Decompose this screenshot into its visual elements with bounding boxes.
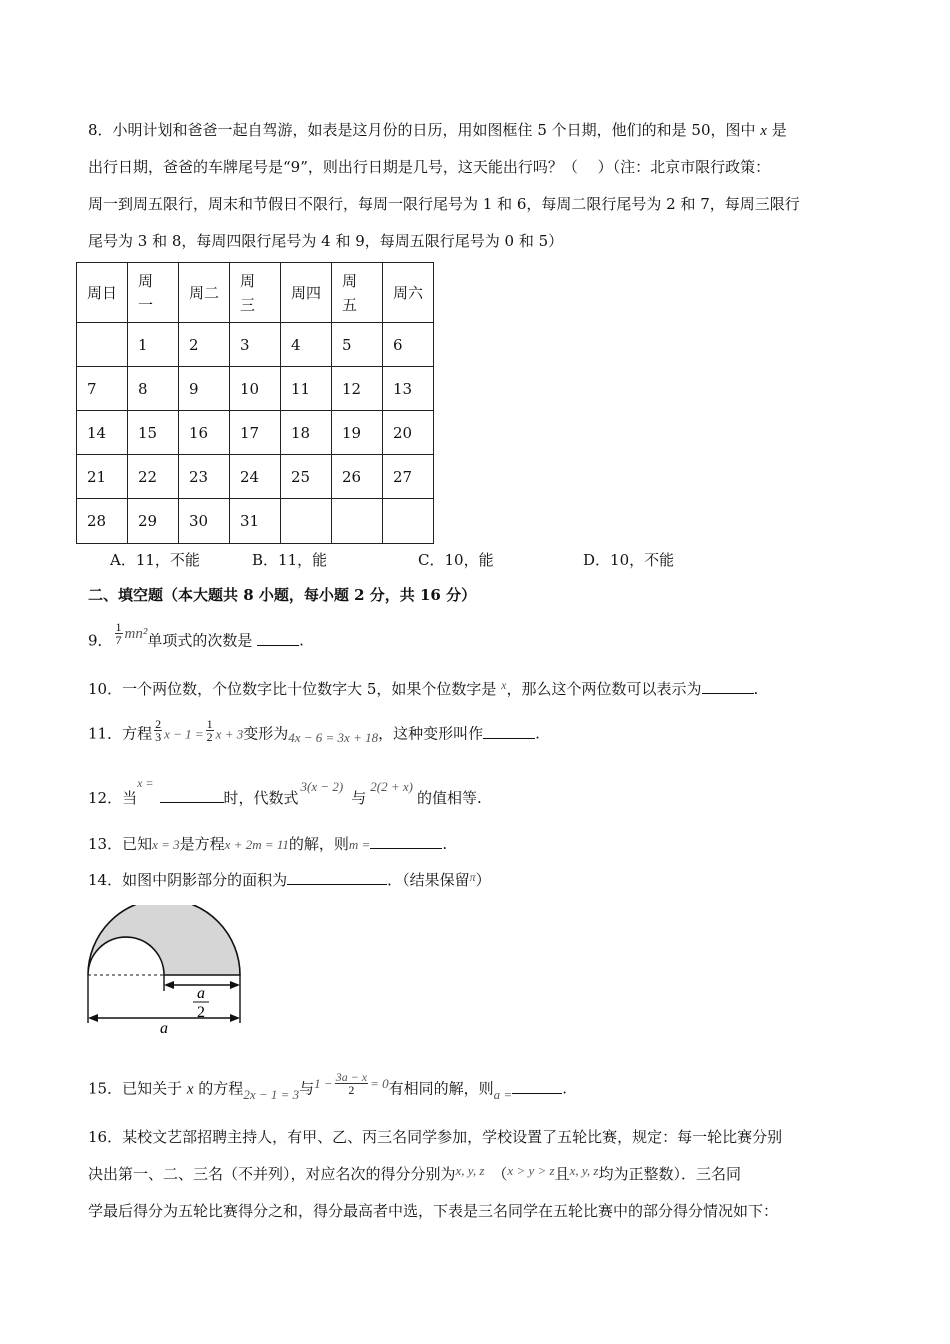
- q15-frac-den: 2: [348, 1083, 355, 1097]
- calendar-cell: 5: [332, 323, 383, 367]
- q9-frac-den: 7: [115, 633, 122, 647]
- q11-f1-num: 2: [155, 717, 162, 731]
- q11-frac2: [206, 718, 214, 743]
- q11-eq2: 4x − 6 = 3x + 18: [288, 729, 379, 745]
- q16-text-d: 均为正整数）．三名同: [598, 1165, 741, 1183]
- calendar-cell: 6: [383, 323, 434, 367]
- q10-end: .: [753, 680, 759, 698]
- q13-e2: x + 2m = 11: [224, 837, 289, 852]
- q11-eq-left: x − 1 =: [164, 726, 204, 742]
- calendar-cell: 15: [128, 411, 179, 455]
- q14-label-half-den: 2: [197, 1004, 205, 1021]
- calendar-table: [76, 262, 434, 544]
- q12-text-b: 与: [351, 789, 367, 807]
- calendar-cell: 30: [179, 499, 230, 544]
- q16-vars: x, y, z: [455, 1163, 485, 1178]
- q14-arrow-right-full: [230, 1014, 240, 1022]
- q13-number: 13．已知: [88, 835, 153, 853]
- q15-text-a: 15．已知关于: [88, 1079, 187, 1098]
- q10-var: x: [501, 678, 507, 692]
- calendar-cell: 31: [230, 499, 281, 544]
- q11-f1-den: 3: [155, 730, 162, 744]
- q16-line2: [88, 1164, 741, 1185]
- q10-text-b: ，那么这个两位数可以表示为: [506, 680, 702, 698]
- q12: [88, 774, 482, 806]
- q11-frac1: [154, 718, 162, 743]
- q16-inequality: x > y > z: [507, 1163, 555, 1178]
- calendar-cell: 28: [77, 499, 128, 544]
- calendar-row: [77, 323, 434, 367]
- calendar-cell: 2: [179, 323, 230, 367]
- q11-text-a: 变形为: [243, 724, 289, 743]
- q16-line1: 16．某校文艺部招聘主持人，有甲、乙、丙三名同学参加，学校设置了五轮比赛，规定：每一轮比赛分别: [88, 1128, 783, 1146]
- q10: [88, 679, 758, 700]
- q8-text: 8．小明计划和爸爸一起自驾游，如表是这月份的日历，用如图框住 5 个日期，他们的和是 50，图中: [88, 121, 761, 139]
- calendar-cell: 24: [230, 455, 281, 499]
- q14-close: ）: [475, 871, 491, 889]
- q16-and: 且: [554, 1165, 570, 1183]
- option-c: C．10，能: [418, 551, 494, 569]
- calendar-cell: 26: [332, 455, 383, 499]
- q12-expr1: 3(x − 2): [300, 779, 344, 794]
- q15-text-c: 有相同的解，则: [388, 1079, 494, 1098]
- calendar-row: [77, 499, 434, 544]
- q9-fraction: [115, 621, 123, 646]
- q16-text-a: 决出第一、二、三名（不并列），对应名次的得分分别为: [88, 1165, 456, 1183]
- calendar-cell: 14: [77, 411, 128, 455]
- calendar-header: 周六: [383, 263, 434, 323]
- q8-line4: 尾号为 3 和 8，每周四限行尾号为 4 和 9，每周五限行尾号为 0 和 5）: [88, 232, 564, 250]
- calendar-row: [77, 455, 434, 499]
- calendar-cell: [383, 499, 434, 544]
- q14-text: 14．如图中阴影部分的面积为: [88, 871, 288, 889]
- calendar-cell: 25: [281, 455, 332, 499]
- q11-eq-right: x + 3: [215, 726, 244, 742]
- q14-label-half-num: a: [197, 985, 205, 1002]
- q11-end: .: [535, 724, 540, 743]
- option-d: D．10，不能: [583, 551, 675, 569]
- calendar-cell: 4: [281, 323, 332, 367]
- calendar-cell: 21: [77, 455, 128, 499]
- section-2-title: 二、填空题（本大题共 8 小题，每小题 2 分，共 16 分）: [88, 586, 477, 604]
- calendar-header: 周 三: [230, 263, 281, 323]
- q11-f2-den: 2: [206, 730, 213, 744]
- calendar-header-row: [77, 263, 434, 323]
- q10-answer-blank[interactable]: [702, 679, 754, 694]
- calendar-cell: 12: [332, 367, 383, 411]
- q12-number: 12．当: [88, 789, 138, 807]
- calendar-cell: 27: [383, 455, 434, 499]
- q12-text-a: 时，代数式: [223, 789, 299, 807]
- calendar-cell: 3: [230, 323, 281, 367]
- calendar-cell: [332, 499, 383, 544]
- q11: [88, 717, 540, 754]
- q15-answer-blank[interactable]: [512, 1079, 562, 1094]
- q13-t2: 的解，则: [288, 835, 349, 853]
- q15-e2b: = 0: [370, 1075, 389, 1091]
- calendar-cell: 23: [179, 455, 230, 499]
- calendar-cell: 13: [383, 367, 434, 411]
- q11-number: 11．方程: [88, 724, 153, 743]
- q13-t1: 是方程: [179, 835, 225, 853]
- q16-paren-open: （: [492, 1165, 508, 1183]
- q14-arrow-right: [230, 981, 240, 989]
- q14-label-full: a: [160, 1020, 168, 1035]
- q14: [88, 870, 491, 891]
- q12-text-c: 的值相等.: [416, 789, 482, 807]
- calendar-header: 周日: [77, 263, 128, 323]
- q13: [88, 834, 447, 855]
- q14-pi: π: [469, 870, 476, 884]
- q14-figure: [80, 905, 250, 1035]
- calendar-cell: 7: [77, 367, 128, 411]
- q12-expr2: 2(2 + x): [370, 779, 413, 794]
- calendar-cell: 16: [179, 411, 230, 455]
- q11-f2-num: 1: [206, 717, 213, 731]
- calendar-cell: 20: [383, 411, 434, 455]
- q13-end: .: [442, 835, 448, 853]
- calendar-header: 周 一: [128, 263, 179, 323]
- calendar-cell: 1: [128, 323, 179, 367]
- calendar-cell: 10: [230, 367, 281, 411]
- option-b: B．11，能: [252, 551, 328, 569]
- calendar-cell: 17: [230, 411, 281, 455]
- calendar-cell: 29: [128, 499, 179, 544]
- calendar-header: 周 五: [332, 263, 383, 323]
- q9-text: 单项式的次数是: [147, 631, 258, 650]
- q14-arrow-left: [164, 981, 174, 989]
- q10-text: 10．一个两位数，个位数字比十位数字大 5，如果个位数字是: [88, 680, 502, 698]
- q11-text-b: ，这种变形叫作: [378, 724, 484, 743]
- q16-vars2: x, y, z: [569, 1163, 599, 1178]
- q12-answer-blank[interactable]: [160, 788, 224, 803]
- q9-number: 9．: [88, 631, 113, 650]
- q15-frac-num: 3a − x: [335, 1070, 368, 1084]
- calendar-cell: 18: [281, 411, 332, 455]
- q15-e1: 2x − 1 = 3: [243, 1086, 300, 1102]
- q9: [88, 620, 304, 659]
- q9-answer-blank[interactable]: [257, 631, 299, 646]
- q12-xeq: x =: [137, 776, 154, 790]
- q15-end: .: [562, 1079, 567, 1098]
- calendar-cell: 11: [281, 367, 332, 411]
- q15-e2a: 1 −: [314, 1075, 333, 1091]
- q14-arrow-left-full: [88, 1014, 98, 1022]
- calendar-cell: [77, 323, 128, 367]
- q15-var: x: [186, 1081, 194, 1098]
- q15-frac: [335, 1071, 368, 1096]
- q15-text-b: 的方程: [193, 1079, 244, 1098]
- q15-e3: a =: [493, 1086, 513, 1102]
- q15: [88, 1070, 567, 1109]
- q9-end: .: [299, 631, 304, 650]
- q9-frac-num: 1: [115, 620, 122, 634]
- q16-line3: 学最后得分为五轮比赛得分之和，得分最高者中选，下表是三名同学在五轮比赛中的部分得分情况如下：: [88, 1202, 779, 1220]
- calendar-cell: [281, 499, 332, 544]
- q14-answer-blank[interactable]: [287, 870, 387, 885]
- q8-line2: 出行日期，爸爸的车牌尾号是“9”，则出行日期是几号，这天能出行吗？（ ）（注：北京市限行政策：: [88, 158, 771, 176]
- q8-var-x: x: [760, 123, 767, 139]
- q14-end: ．（结果保留: [387, 871, 470, 889]
- option-a: A．11，不能: [110, 551, 200, 569]
- calendar-cell: 9: [179, 367, 230, 411]
- calendar-cell: 19: [332, 411, 383, 455]
- q13-e3: m =: [348, 837, 371, 852]
- q8-text-end: 是: [766, 121, 787, 139]
- q11-answer-blank[interactable]: [483, 724, 535, 739]
- q13-answer-blank[interactable]: [370, 834, 442, 849]
- calendar-header: 周四: [281, 263, 332, 323]
- q8-line1: [88, 120, 787, 141]
- calendar-row: [77, 411, 434, 455]
- q9-monomial: mn²: [124, 625, 148, 642]
- calendar-cell: 22: [128, 455, 179, 499]
- calendar-header: 周二: [179, 263, 230, 323]
- q14-shaded-region: [88, 905, 240, 975]
- q15-and: 与: [299, 1079, 315, 1098]
- calendar-cell: 8: [128, 367, 179, 411]
- calendar-row: [77, 367, 434, 411]
- q8-line3: 周一到周五限行，周末和节假日不限行，每周一限行尾号为 1 和 6，每周二限行尾号为 2 和 7，每周三限行: [88, 195, 800, 213]
- q13-e1: x = 3: [152, 837, 180, 852]
